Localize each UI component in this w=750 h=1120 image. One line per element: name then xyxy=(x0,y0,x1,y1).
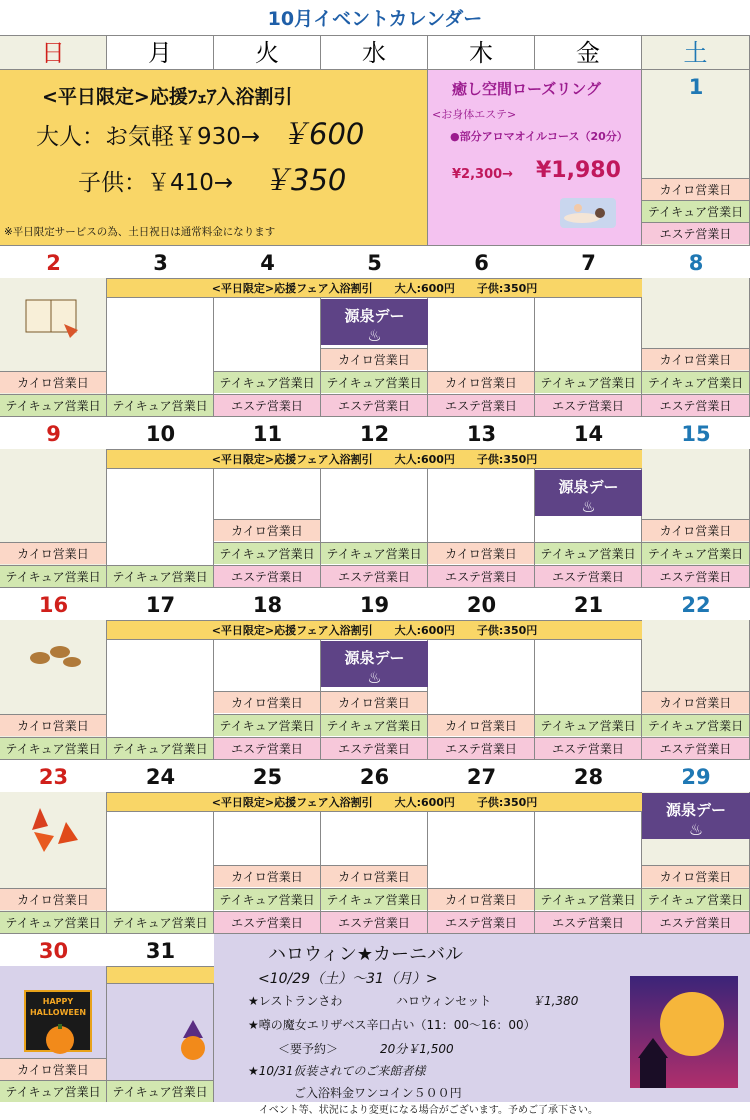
day-cell-3[interactable] xyxy=(107,246,214,417)
kairo-badge: カイロ営業日 xyxy=(428,542,535,564)
este-badge: エステ営業日 xyxy=(214,394,321,416)
day-cell-31[interactable] xyxy=(107,934,214,1102)
day-cell-27[interactable] xyxy=(428,760,535,934)
kairo-badge: カイロ営業日 xyxy=(214,691,321,713)
day-number: 4 xyxy=(214,246,321,278)
day-number: 12 xyxy=(321,417,428,449)
day-cell-10[interactable] xyxy=(107,417,214,588)
kairo-badge: カイロ営業日 xyxy=(0,371,107,393)
day-cell-28[interactable] xyxy=(535,760,642,934)
halloween-dates: <10/29（土）～31（月）> xyxy=(258,971,438,987)
day-cell-6[interactable] xyxy=(428,246,535,417)
day-number: 23 xyxy=(0,760,107,792)
promo-child-sale: ￥350 xyxy=(262,163,347,197)
day-cell-8[interactable] xyxy=(642,246,750,417)
halloween-line2: ★噂の魔女エリザベス辛口占い（11：00～16：00） xyxy=(248,1018,536,1032)
fair-discount-strip: <平日限定>応援フェア入浴割引 大人:600円 子供:350円 xyxy=(107,449,642,469)
kairo-badge: カイロ営業日 xyxy=(0,714,107,736)
day-number: 14 xyxy=(535,417,642,449)
gensen-day-badge xyxy=(535,470,642,516)
este-badge: エステ営業日 xyxy=(214,565,321,587)
gensen-day-badge xyxy=(321,641,428,687)
day-number: 6 xyxy=(428,246,535,278)
este-badge: エステ営業日 xyxy=(642,911,750,933)
tek-badge: テイキュア営業日 xyxy=(107,394,214,416)
este-badge: エステ営業日 xyxy=(642,222,750,244)
day-cell-19[interactable] xyxy=(321,588,428,760)
day-number: 8 xyxy=(642,246,750,278)
este-badge: エステ営業日 xyxy=(642,565,750,587)
este-badge: エステ営業日 xyxy=(428,565,535,587)
tek-badge: テイキュア営業日 xyxy=(642,888,750,910)
tek-badge: テイキュア営業日 xyxy=(642,542,750,564)
day-cell-11[interactable] xyxy=(214,417,321,588)
day-cell-9[interactable] xyxy=(0,417,107,588)
halloween-line1c: ￥1,380 xyxy=(532,994,579,1008)
halloween-line5: ご入浴料金ワンコイン５００円 xyxy=(294,1086,462,1100)
este-badge: エステ営業日 xyxy=(321,394,428,416)
day-cell-23[interactable] xyxy=(0,760,107,934)
este-badge: エステ営業日 xyxy=(428,737,535,759)
pumpkin-icon xyxy=(173,1018,213,1062)
gensen-label: 源泉デー xyxy=(665,801,726,819)
halloween-line4: ★10/31仮装されてのご来館者様 xyxy=(248,1064,426,1078)
kairo-badge: カイロ営業日 xyxy=(642,865,750,887)
hot-spring-icon: ♨ xyxy=(688,820,704,839)
halloween-line3a: ＜要予約＞ xyxy=(278,1042,339,1056)
weekday-thu: 木 xyxy=(428,36,535,70)
weekday-wed: 水 xyxy=(321,36,428,70)
weekday-sat: 土 xyxy=(642,36,750,70)
hot-spring-icon: ♨ xyxy=(367,668,382,687)
fair-discount-strip: <平日限定>応援フェア入浴割引 大人:600円 子供:350円 xyxy=(107,278,642,298)
day-cell-26[interactable] xyxy=(321,760,428,934)
este-badge: エステ営業日 xyxy=(535,737,642,759)
book-icon xyxy=(20,286,86,342)
footnote: イベント等、状況により変更になる場合がございます。予めご了承下さい。 xyxy=(258,1105,598,1116)
promo-heading: <平日限定>応援ﾌｪｱ入浴割引 xyxy=(42,86,293,108)
tek-badge: テイキュア営業日 xyxy=(321,888,428,910)
tek-badge: テイキュア営業日 xyxy=(642,714,750,736)
esthetic-price-new: ¥1,980 xyxy=(536,158,621,183)
kairo-badge: カイロ営業日 xyxy=(428,714,535,736)
kairo-badge: カイロ営業日 xyxy=(642,519,750,541)
kairo-badge: カイロ営業日 xyxy=(642,691,750,713)
fair-strip xyxy=(107,966,214,984)
halloween-line1b: ハロウィンセット xyxy=(396,994,492,1008)
halloween-title: ハロウィン★カーニバル xyxy=(268,944,464,965)
hot-spring-icon: ♨ xyxy=(581,497,596,516)
gensen-label: 源泉デー xyxy=(344,649,405,667)
weekday-mon: 月 xyxy=(107,36,214,70)
este-badge: エステ営業日 xyxy=(535,394,642,416)
day-number: 30 xyxy=(0,934,107,966)
day-number: 21 xyxy=(535,588,642,620)
day-cell-18[interactable] xyxy=(214,588,321,760)
hot-spring-icon: ♨ xyxy=(367,326,382,345)
promo-adult-price: 大人：お気軽￥930→ xyxy=(36,124,261,150)
day-cell-17[interactable] xyxy=(107,588,214,760)
day-cell-7[interactable] xyxy=(535,246,642,417)
day-cell-5[interactable] xyxy=(321,246,428,417)
weekday-tue: 火 xyxy=(214,36,321,70)
day-number: 16 xyxy=(0,588,107,620)
tek-badge: テイキュア営業日 xyxy=(535,888,642,910)
day-cell-21[interactable] xyxy=(535,588,642,760)
este-badge: エステ営業日 xyxy=(535,565,642,587)
day-number: 13 xyxy=(428,417,535,449)
tek-badge: テイキュア営業日 xyxy=(642,371,750,393)
tek-badge: テイキュア営業日 xyxy=(107,737,214,759)
promo-adult-sale: ￥600 xyxy=(280,117,365,151)
tek-badge: テイキュア営業日 xyxy=(107,565,214,587)
halloween-line3b: 20分￥1,500 xyxy=(380,1042,454,1056)
este-badge: エステ営業日 xyxy=(642,394,750,416)
day-number: 27 xyxy=(428,760,535,792)
tek-badge: テイキュア営業日 xyxy=(0,911,107,933)
halloween-badge-icon: HAPPY HALLOWEEN xyxy=(24,990,92,1052)
day-number: 18 xyxy=(214,588,321,620)
tek-badge: テイキュア営業日 xyxy=(321,542,428,564)
tek-badge: テイキュア営業日 xyxy=(321,371,428,393)
day-number: 29 xyxy=(642,760,750,792)
halloween-moon-icon xyxy=(630,976,738,1088)
day-number: 10 xyxy=(107,417,214,449)
day-cell-1[interactable] xyxy=(642,70,750,246)
day-cell-20[interactable] xyxy=(428,588,535,760)
kairo-badge: カイロ営業日 xyxy=(428,371,535,393)
kairo-badge: カイロ営業日 xyxy=(642,178,750,200)
tek-badge: テイキュア営業日 xyxy=(642,200,750,222)
gensen-label: 源泉デー xyxy=(344,307,405,325)
tek-badge: テイキュア営業日 xyxy=(535,714,642,736)
maple-leaf-icon xyxy=(20,800,86,856)
sweet-potato-icon xyxy=(20,628,86,684)
kairo-badge: カイロ営業日 xyxy=(0,888,107,910)
day-cell-2[interactable] xyxy=(0,246,107,417)
kairo-badge: カイロ営業日 xyxy=(321,865,428,887)
este-badge: エステ営業日 xyxy=(535,911,642,933)
este-badge: エステ営業日 xyxy=(428,911,535,933)
promo-note: ※平日限定サービスの為、土日祝日は通常料金になります xyxy=(4,226,276,238)
halloween-carnival xyxy=(214,934,750,1102)
day-cell-12[interactable] xyxy=(321,417,428,588)
day-number: 31 xyxy=(107,934,214,966)
day-number: 15 xyxy=(642,417,750,449)
tek-badge: テイキュア営業日 xyxy=(214,371,321,393)
tek-badge: テイキュア営業日 xyxy=(214,714,321,736)
kairo-badge: カイロ営業日 xyxy=(214,865,321,887)
day-cell-16[interactable] xyxy=(0,588,107,760)
gensen-label: 源泉デー xyxy=(558,478,619,496)
day-cell-4[interactable] xyxy=(214,246,321,417)
day-cell-25[interactable] xyxy=(214,760,321,934)
halloween-line1a: ★レストランさわ xyxy=(248,994,343,1008)
page-title: 10月イベントカレンダー xyxy=(0,0,750,36)
day-cell-30[interactable] xyxy=(0,934,107,1102)
kairo-badge: カイロ営業日 xyxy=(0,542,107,564)
day-number: 3 xyxy=(107,246,214,278)
day-number: 2 xyxy=(0,246,107,278)
tek-badge: テイキュア営業日 xyxy=(0,1080,107,1102)
este-badge: エステ営業日 xyxy=(321,565,428,587)
esthetic-course: ●部分アロマオイルコース（20分） xyxy=(450,130,628,143)
fair-discount-strip: <平日限定>応援フェア入浴割引 大人:600円 子供:350円 xyxy=(107,792,642,812)
tek-badge: テイキュア営業日 xyxy=(0,737,107,759)
tek-badge: テイキュア営業日 xyxy=(0,394,107,416)
aroma-esthetic-promo xyxy=(428,70,642,246)
day-number: 17 xyxy=(107,588,214,620)
tek-badge: テイキュア営業日 xyxy=(214,542,321,564)
tek-badge: テイキュア営業日 xyxy=(535,371,642,393)
tek-badge: テイキュア営業日 xyxy=(321,714,428,736)
massage-icon xyxy=(560,198,616,228)
kairo-badge: カイロ営業日 xyxy=(321,348,428,370)
kairo-badge: カイロ営業日 xyxy=(642,348,750,370)
day-number: 11 xyxy=(214,417,321,449)
tek-badge: テイキュア営業日 xyxy=(107,1080,214,1102)
tek-badge: テイキュア営業日 xyxy=(0,565,107,587)
day-number: 1 xyxy=(688,75,704,99)
kairo-badge: カイロ営業日 xyxy=(428,888,535,910)
day-number: 19 xyxy=(321,588,428,620)
day-cell-15[interactable] xyxy=(642,417,750,588)
esthetic-price-old: ¥2,300→ xyxy=(452,167,514,182)
fair-discount-strip: <平日限定>応援フェア入浴割引 大人:600円 子供:350円 xyxy=(107,620,642,640)
day-number: 26 xyxy=(321,760,428,792)
day-cell-14[interactable] xyxy=(535,417,642,588)
tek-badge: テイキュア営業日 xyxy=(535,542,642,564)
weekday-fri: 金 xyxy=(535,36,642,70)
day-cell-13[interactable] xyxy=(428,417,535,588)
day-number: 24 xyxy=(107,760,214,792)
weekday-sun: 日 xyxy=(0,36,107,70)
esthetic-sub: <お身体エステ> xyxy=(432,108,517,121)
day-cell-24[interactable] xyxy=(107,760,214,934)
kairo-badge: カイロ営業日 xyxy=(0,1058,107,1080)
day-cell-22[interactable] xyxy=(642,588,750,760)
esthetic-title: 癒し空間ローズリング xyxy=(452,80,601,98)
tek-badge: テイキュア営業日 xyxy=(107,911,214,933)
kairo-badge: カイロ営業日 xyxy=(321,691,428,713)
day-number: 9 xyxy=(0,417,107,449)
tek-badge: テイキュア営業日 xyxy=(214,888,321,910)
promo-child-price: 子供：￥410→ xyxy=(78,170,234,196)
este-badge: エステ営業日 xyxy=(321,911,428,933)
este-badge: エステ営業日 xyxy=(214,911,321,933)
day-number: 28 xyxy=(535,760,642,792)
day-number: 7 xyxy=(535,246,642,278)
este-badge: エステ営業日 xyxy=(321,737,428,759)
day-cell-29[interactable] xyxy=(642,760,750,934)
este-badge: エステ営業日 xyxy=(214,737,321,759)
bath-discount-promo xyxy=(0,70,428,246)
gensen-day-badge xyxy=(321,299,428,345)
kairo-badge: カイロ営業日 xyxy=(214,519,321,541)
day-number: 20 xyxy=(428,588,535,620)
day-number: 22 xyxy=(642,588,750,620)
day-number: 25 xyxy=(214,760,321,792)
este-badge: エステ営業日 xyxy=(642,737,750,759)
gensen-day-badge xyxy=(642,793,750,839)
este-badge: エステ営業日 xyxy=(428,394,535,416)
day-number: 5 xyxy=(321,246,428,278)
